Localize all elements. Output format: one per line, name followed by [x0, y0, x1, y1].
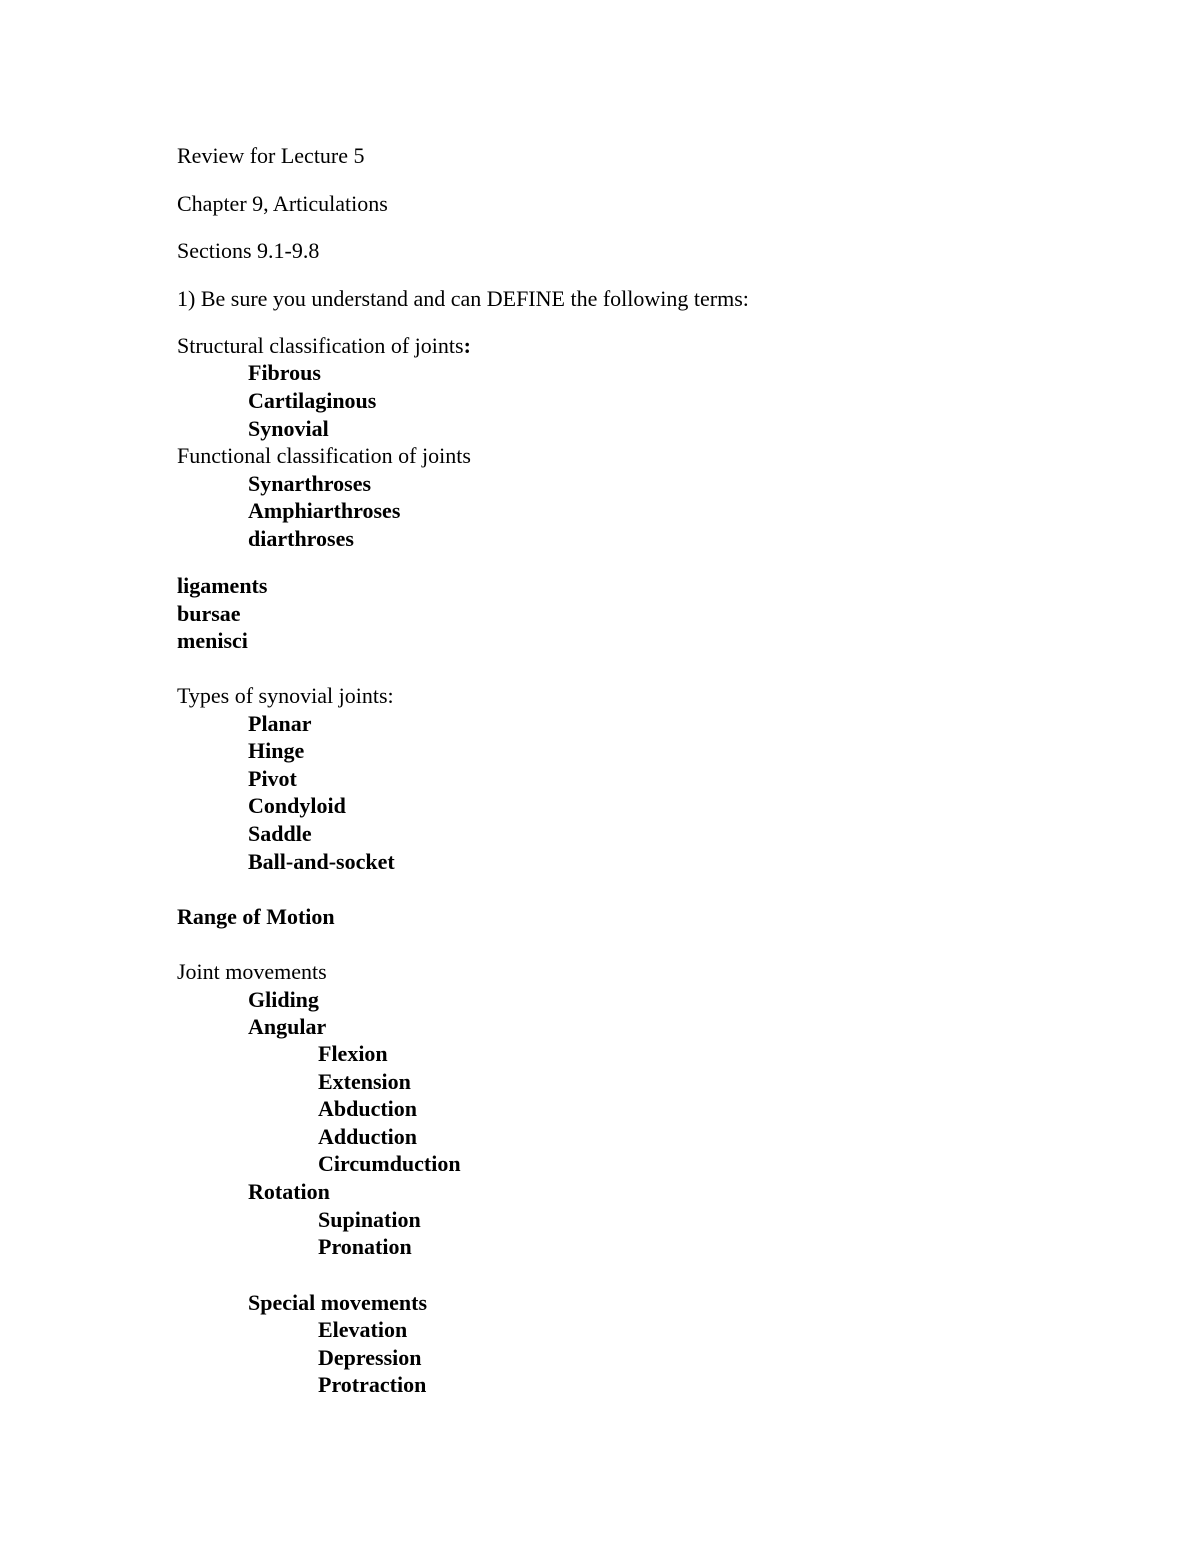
angular-item: Flexion: [318, 1041, 388, 1066]
structural-item: Cartilaginous: [248, 388, 377, 413]
special-item: Depression: [318, 1345, 422, 1370]
chapter-line: Chapter 9, Articulations: [177, 191, 388, 216]
special-item: Protraction: [318, 1372, 427, 1397]
movement-special: Special movements: [248, 1290, 428, 1315]
synovial-type-item: Hinge: [248, 738, 305, 763]
synovial-type-item: Ball-and-socket: [248, 849, 395, 874]
sections-line: Sections 9.1-9.8: [177, 238, 320, 263]
angular-item: Abduction: [318, 1096, 418, 1121]
functional-heading: Functional classification of joints: [177, 443, 471, 468]
term-ligaments: ligaments: [177, 573, 268, 598]
instruction-line: 1) Be sure you understand and can DEFINE the following terms:: [177, 286, 749, 311]
special-item: Elevation: [318, 1317, 408, 1342]
angular-item: Adduction: [318, 1124, 418, 1149]
angular-item: Circumduction: [318, 1151, 461, 1176]
rotation-item: Supination: [318, 1207, 421, 1232]
functional-item: Amphiarthroses: [248, 498, 401, 523]
joint-movements-heading: Joint movements: [177, 959, 327, 984]
movement-angular: Angular: [248, 1014, 327, 1039]
term-menisci: menisci: [177, 628, 248, 653]
range-of-motion-heading: Range of Motion: [177, 904, 335, 929]
synovial-type-item: Planar: [248, 711, 312, 736]
term-bursae: bursae: [177, 601, 241, 626]
functional-item: diarthroses: [248, 526, 354, 551]
rotation-item: Pronation: [318, 1234, 412, 1259]
structural-heading-colon: :: [463, 333, 471, 358]
synovial-type-item: Saddle: [248, 821, 312, 846]
structural-heading: [177, 332, 471, 360]
document-title: Review for Lecture 5: [177, 143, 365, 168]
structural-item: Fibrous: [248, 360, 321, 385]
structural-heading-text: Structural classification of joints: [177, 333, 464, 358]
structural-item: Synovial: [248, 416, 329, 441]
functional-item: Synarthroses: [248, 471, 372, 496]
angular-item: Extension: [318, 1069, 411, 1094]
movement-gliding: Gliding: [248, 987, 319, 1012]
movement-rotation: Rotation: [248, 1179, 330, 1204]
synovial-types-heading: Types of synovial joints:: [177, 683, 394, 708]
synovial-type-item: Condyloid: [248, 793, 346, 818]
synovial-type-item: Pivot: [248, 766, 297, 791]
